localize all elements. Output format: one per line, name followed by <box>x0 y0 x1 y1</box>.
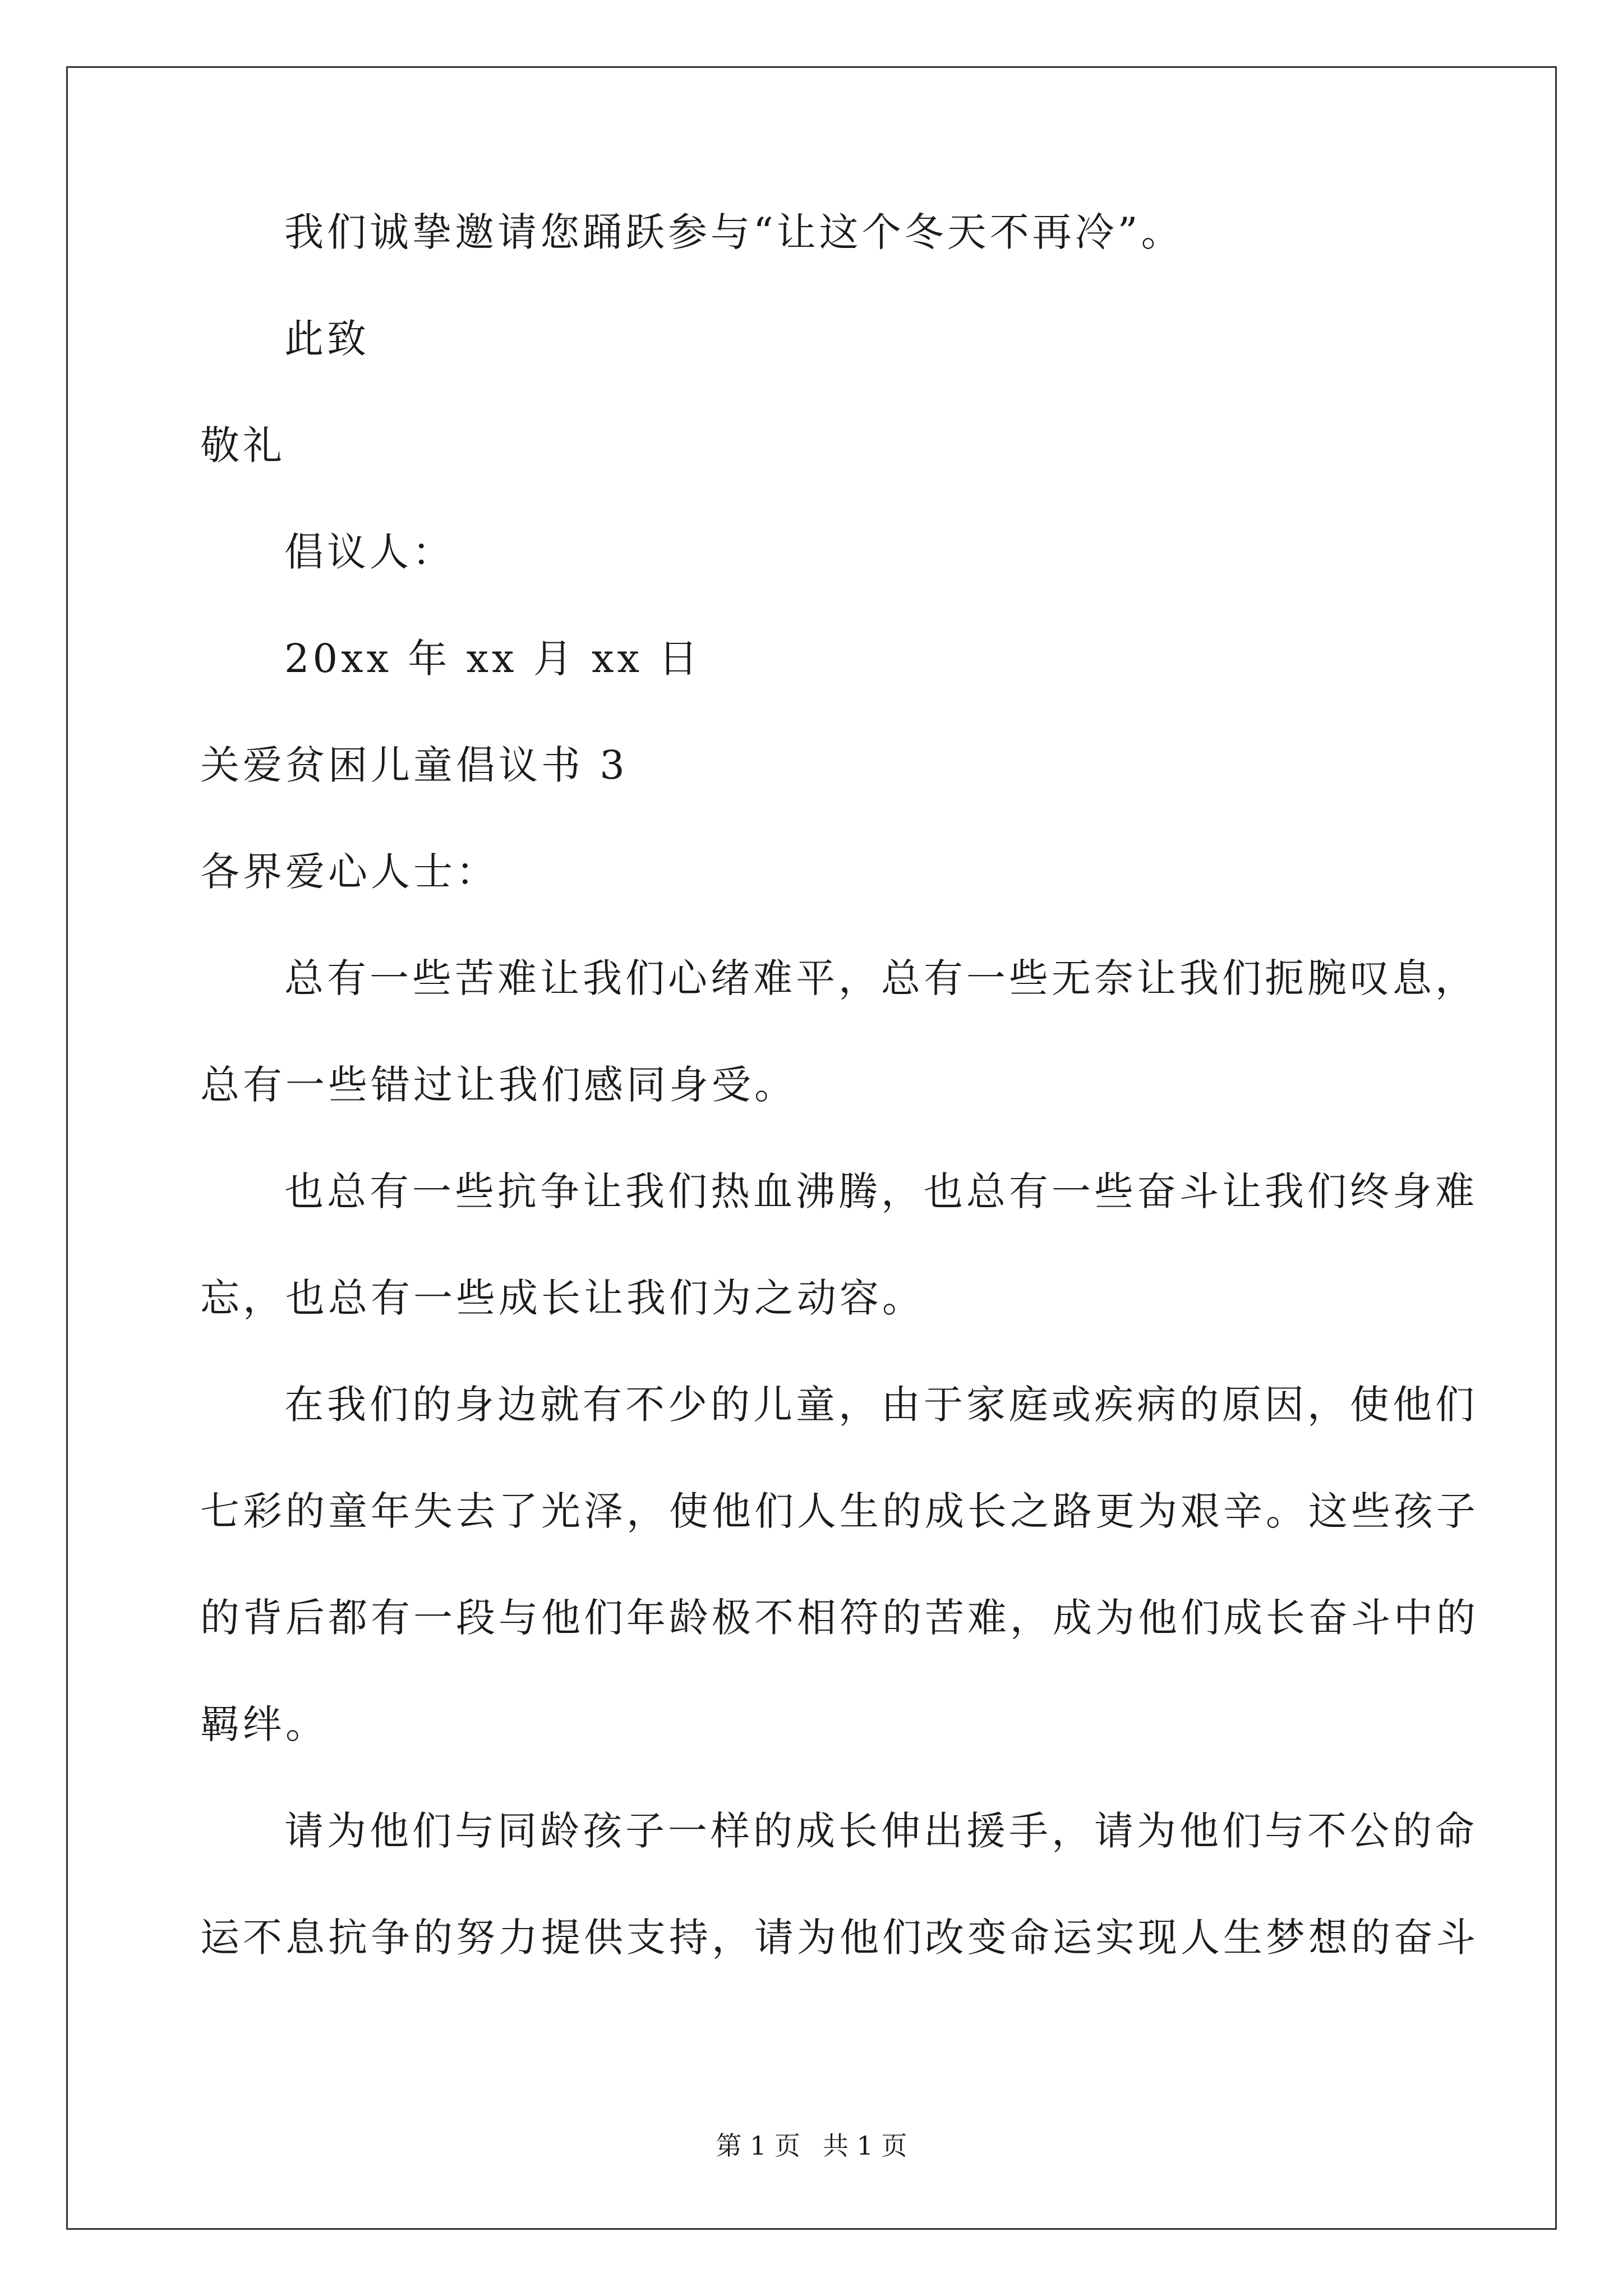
closing-cizhi: 此致 <box>284 316 370 362</box>
paragraph-4-line-1: 请为他们与同龄孩子一样的成长伸出援手，请为他们与不公的命 <box>284 1808 1478 1854</box>
date-line: 20xx 年 xx 月 xx 日 <box>284 636 702 682</box>
paragraph-3-line-1: 在我们的身边就有不少的儿童，由于家庭或疾病的原因，使他们 <box>284 1382 1478 1428</box>
paragraph-4-line-2: 运不息抗争的努力提供支持，请为他们改变命运实现人生梦想的奋斗 <box>200 1915 1479 1961</box>
paragraph-3-line-2: 七彩的童年失去了光泽，使他们人生的成长之路更为艰辛。这些孩子 <box>200 1488 1479 1534</box>
paragraph-2-line-1: 也总有一些抗争让我们热血沸腾，也总有一些奋斗让我们终身难 <box>284 1168 1478 1214</box>
paragraph-1-line-2: 总有一些错过让我们感同身受。 <box>200 1062 797 1108</box>
paragraph-1-line-1: 总有一些苦难让我们心绪难平，总有一些无奈让我们扼腕叹息， <box>284 955 1478 1001</box>
paragraph-3-line-3: 的背后都有一段与他们年龄极不相符的苦难，成为他们成长奋斗中的 <box>200 1595 1479 1641</box>
page-total: 共 1 页 <box>823 2131 907 2161</box>
document-body <box>200 205 1479 1964</box>
section-title: 关爱贫困儿童倡议书 3 <box>200 742 628 788</box>
page-number: 第 1 页 <box>716 2131 800 2161</box>
paragraph-2-line-2: 忘，也总有一些成长让我们为之动容。 <box>200 1275 925 1321</box>
salutation: 各界爱心人士： <box>200 849 499 895</box>
closing-jingli: 敬礼 <box>200 422 285 468</box>
invitation-line: 我们诚挚邀请您踊跃参与“让这个冬天不再冷”。 <box>284 209 1184 255</box>
paragraph-3-line-4: 羁绊。 <box>200 1701 328 1747</box>
proposer-label: 倡议人： <box>284 529 455 575</box>
page-footer <box>0 2129 1623 2162</box>
